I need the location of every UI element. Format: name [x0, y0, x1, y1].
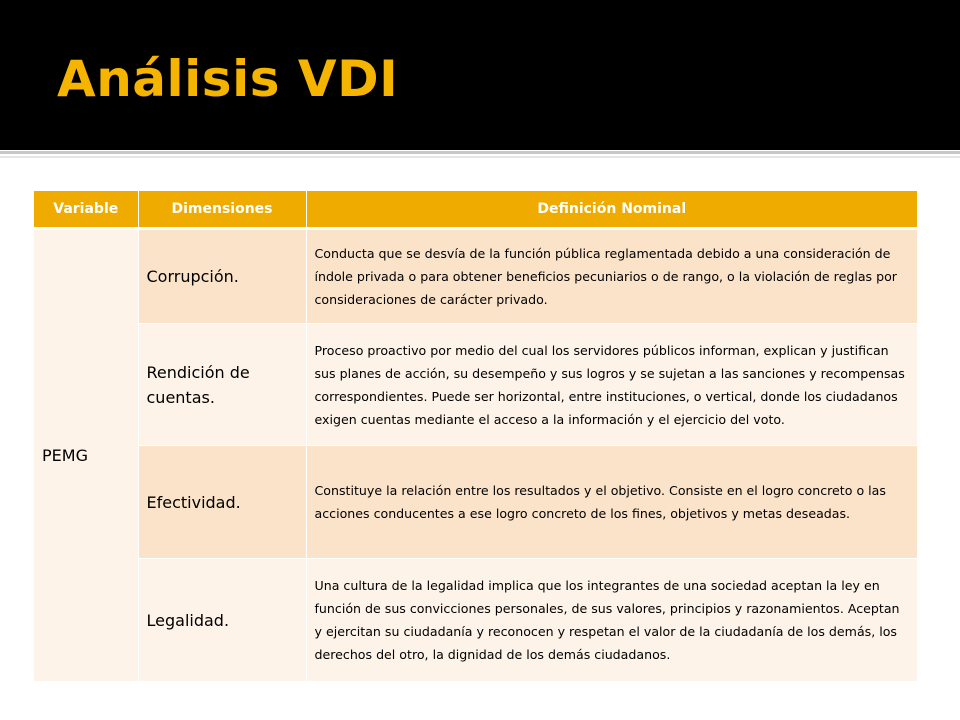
variable-cell: PEMG: [34, 229, 138, 682]
divider-line: [0, 151, 960, 154]
definition-text: Conducta que se desvía de la función pública reglamentada debido a una consideración de índole privada o para obtener beneficios pecuniarios o de rango, o la violación de reglas por consideraciones de carácter privado.: [314, 246, 897, 307]
table-row: [34, 559, 917, 682]
title-bar: [0, 0, 960, 150]
definition-cell: [306, 559, 917, 682]
table-header-row: [34, 191, 917, 229]
table-row: [34, 229, 917, 324]
definition-text: Constituye la relación entre los resultados y el objetivo. Consiste en el logro concreto o las acciones conducentes a ese logro concreto de los fines, objetivos y metas deseadas.: [314, 483, 886, 521]
slide-title: Análisis VDI: [57, 50, 399, 108]
dimension-cell: Corrupción.: [138, 229, 306, 324]
definition-cell: [306, 324, 917, 446]
dimension-cell: Efectividad.: [138, 446, 306, 559]
definition-text: Proceso proactivo por medio del cual los servidores públicos informan, explican y justifican sus planes de acción, su desempeño y sus logros y se sujetan a las sanciones y recompensas correspondientes. Puede ser horizontal, entre instituciones, o vertical, donde los ciudadanos exigen cuentas mediante el acceso a la información y el ejercicio del voto.: [314, 342, 905, 427]
header-variable: Variable: [34, 191, 138, 229]
definition-cell: [306, 229, 917, 324]
vdi-table: [34, 191, 917, 682]
dimension-cell: Legalidad.: [138, 559, 306, 682]
divider-line-secondary: [0, 156, 960, 158]
definition-text: Una cultura de la legalidad implica que los integrantes de una sociedad aceptan la ley en función de sus convicciones personales, de sus valores, principios y razonamientos. Aceptan y ejercitan su ciudadanía y reconocen y respetan el valor de la ciudadanía de los demás, los derechos del otro, la dignidad de los demás ciudadanos.: [314, 578, 900, 662]
header-dimensions: Dimensiones: [138, 191, 306, 229]
dimension-cell: Rendición de cuentas.: [138, 324, 306, 446]
header-definition: Definición Nominal: [306, 191, 917, 229]
table-row: [34, 446, 917, 559]
table-row: [34, 324, 917, 446]
definition-cell: [306, 446, 917, 559]
